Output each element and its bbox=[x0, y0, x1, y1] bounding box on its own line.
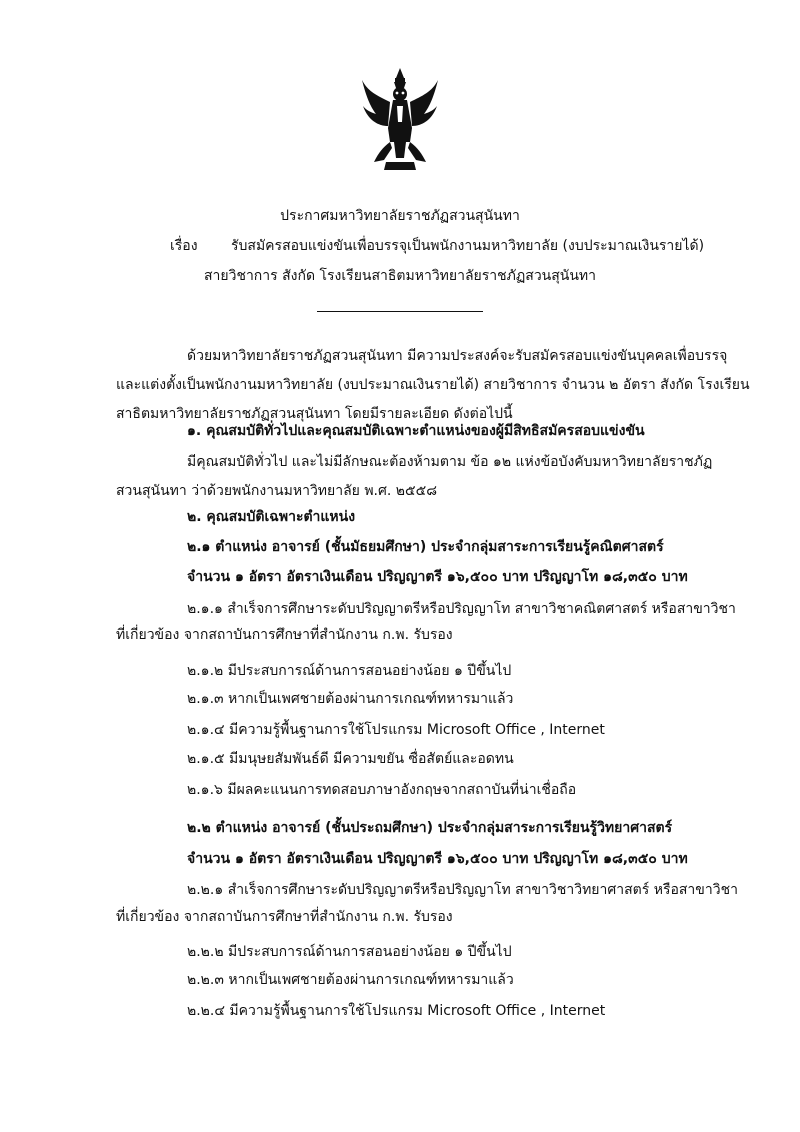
position-1-item-1b: ที่เกี่ยวข้อง จากสถาบันการศึกษาที่สำนักงาน ก.พ. รับรอง bbox=[116, 627, 453, 643]
position-2-item-2: ๒.๒.๒ มีประสบการณ์ด้านการสอนอย่างน้อย ๑ ปีขึ้นไป bbox=[187, 944, 512, 960]
intro-line-3: สาธิตมหาวิทยาลัยราชภัฏสวนสุนันทา โดยมีรายละเอียด ดังต่อไปนี้ bbox=[116, 406, 513, 422]
announcement-subject: รับสมัครสอบแข่งขันเพื่อบรรจุเป็นพนักงานมหาวิทยาลัย (งบประมาณเงินรายได้) bbox=[231, 238, 705, 254]
section-1-line-2: สวนสุนันทา ว่าด้วยพนักงานมหาวิทยาลัย พ.ศ. ๒๕๕๘ bbox=[116, 483, 438, 499]
garuda-emblem-icon bbox=[360, 66, 440, 176]
announcement-org: ประกาศมหาวิทยาลัยราชภัฏสวนสุนันทา bbox=[280, 208, 520, 224]
position-1-item-5: ๒.๑.๕ มีมนุษยสัมพันธ์ดี มีความขยัน ซื่อสัตย์และอดทน bbox=[187, 751, 514, 767]
section-1-line-1: มีคุณสมบัติทั่วไป และไม่มีลักษณะต้องห้ามตาม ข้อ ๑๒ แห่งข้อบังคับมหาวิทยาลัยราชภัฏ bbox=[187, 454, 713, 470]
position-2-count: จำนวน ๑ อัตรา อัตราเงินเดือน ปริญญาตรี ๑๖,๕๐๐ บาท ปริญญาโท ๑๘,๓๕๐ บาท bbox=[187, 851, 688, 867]
position-2-item-1a: ๒.๒.๑ สำเร็จการศึกษาระดับปริญญาตรีหรือปริญญาโท สาขาวิชาวิทยาศาสตร์ หรือสาขาวิชา bbox=[187, 882, 738, 898]
position-1-item-2: ๒.๑.๒ มีประสบการณ์ด้านการสอนอย่างน้อย ๑ ปีขึ้นไป bbox=[187, 663, 512, 679]
position-2-item-4: ๒.๒.๔ มีความรู้พื้นฐานการใช้โปรแกรม Microsoft Office , Internet bbox=[187, 1003, 606, 1019]
header-divider bbox=[317, 311, 483, 312]
intro-line-2: และแต่งตั้งเป็นพนักงานมหาวิทยาลัย (งบประมาณเงินรายได้) สายวิชาการ จำนวน ๒ อัตรา สังกัด โรงเรียน bbox=[116, 377, 750, 393]
announcement-subtitle: สายวิชาการ สังกัด โรงเรียนสาธิตมหาวิทยาลัยราชภัฏสวนสุนันทา bbox=[203, 268, 597, 284]
position-1-item-6: ๒.๑.๖ มีผลคะแนนการทดสอบภาษาอังกฤษจากสถาบันที่น่าเชื่อถือ bbox=[187, 782, 577, 798]
announcement-subject-label: เรื่อง bbox=[170, 238, 198, 254]
section-2-heading: ๒. คุณสมบัติเฉพาะตำแหน่ง bbox=[187, 509, 356, 525]
position-1-title: ๒.๑ ตำแหน่ง อาจารย์ (ชั้นมัธยมศึกษา) ประจำกลุ่มสาระการเรียนรู้คณิตศาสตร์ bbox=[187, 539, 664, 555]
intro-line-1: ด้วยมหาวิทยาลัยราชภัฏสวนสุนันทา มีความประสงค์จะรับสมัครสอบแข่งขันบุคคลเพื่อบรรจุ bbox=[187, 348, 728, 364]
position-2-item-1b: ที่เกี่ยวข้อง จากสถาบันการศึกษาที่สำนักงาน ก.พ. รับรอง bbox=[116, 909, 453, 925]
position-1-item-4: ๒.๑.๔ มีความรู้พื้นฐานการใช้โปรแกรม Microsoft Office , Internet bbox=[187, 722, 605, 738]
position-1-item-1a: ๒.๑.๑ สำเร็จการศึกษาระดับปริญญาตรีหรือปริญญาโท สาขาวิชาคณิตศาสตร์ หรือสาขาวิชา bbox=[187, 601, 736, 617]
position-1-count: จำนวน ๑ อัตรา อัตราเงินเดือน ปริญญาตรี ๑๖,๕๐๐ บาท ปริญญาโท ๑๘,๓๕๐ บาท bbox=[187, 569, 688, 585]
position-2-item-3: ๒.๒.๓ หากเป็นเพศชายต้องผ่านการเกณฑ์ทหารมาแล้ว bbox=[187, 972, 514, 988]
position-2-title: ๒.๒ ตำแหน่ง อาจารย์ (ชั้นประถมศึกษา) ประจำกลุ่มสาระการเรียนรู้วิทยาศาสตร์ bbox=[187, 820, 673, 836]
position-1-item-3: ๒.๑.๓ หากเป็นเพศชายต้องผ่านการเกณฑ์ทหารมาแล้ว bbox=[187, 691, 514, 707]
section-1-heading: ๑. คุณสมบัติทั่วไปและคุณสมบัติเฉพาะตำแหน่งของผู้มีสิทธิสมัครสอบแข่งขัน bbox=[187, 423, 645, 439]
